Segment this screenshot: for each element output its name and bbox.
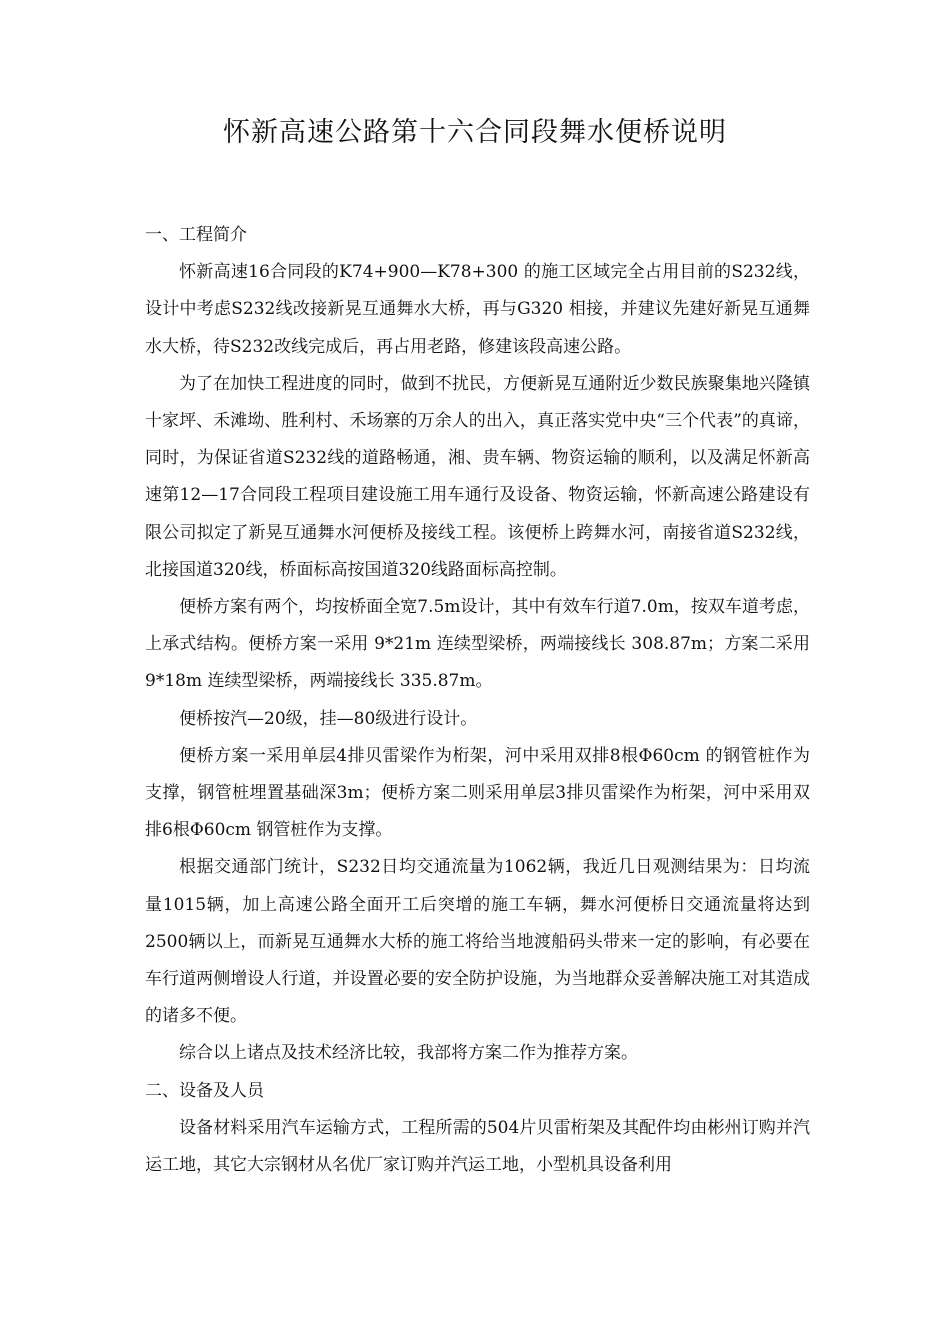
paragraph: 便桥方案有两个，均按桥面全宽7.5m设计，其中有效车行道7.0m，按双车道考虑，上承式结构。便桥方案一采用 9*21m 连续型梁桥，两端接线长 308.87m；方案二采用 9*18m 连续型梁桥，两端接线长 335.87m。	[145, 597, 810, 692]
paragraph: 设备材料采用汽车运输方式，工程所需的504片贝雷桁架及其配件均由彬州订购并汽运工地，其它大宗钢材从名优厂家订购并汽运工地，小型机具设备利用	[145, 1117, 810, 1176]
paragraph: 根据交通部门统计，S232日均交通流量为1062辆，我近几日观测结果为：日均流量1015辆，加上高速公路全面开工后突增的施工车辆，舞水河便桥日交通流量将达到2500辆以上，而新晃互通舞水大桥的施工将给当地渡船码头带来一定的影响，有必要在车行道两侧增设人行道，并设置必要的安全防护设施，为当地群众妥善解决施工对其造成的诸多不便。	[145, 857, 810, 1027]
paragraph: 怀新高速16合同段的K74+900—K78+300 的施工区域完全占用目前的S232线，设计中考虑S232线改接新晃互通舞水大桥，再与G320 相接，并建议先建好新晃互通舞水大桥，待S232改线完成后，再占用老路，修建该段高速公路。	[145, 262, 810, 357]
paragraph: 为了在加快工程进度的同时，做到不扰民，方便新晃互通附近少数民族聚集地兴隆镇十家坪、禾滩坳、胜利村、禾场寨的万余人的出入，真正落实党中央“三个代表”的真谛，同时，为保证省道S232线的道路畅通，湘、贵车辆、物资运输的顺利，以及满足怀新高速第12—17合同段工程项目建设施工用车通行及设备、物资运输，怀新高速公路建设有限公司拟定了新晃互通舞水河便桥及接线工程。该便桥上跨舞水河，南接省道S232线，北接国道320线，桥面标高按国道320线路面标高控制。	[145, 373, 810, 580]
section-heading: 一、工程简介	[145, 225, 247, 245]
document-title: 怀新高速公路第十六合同段舞水便桥说明	[223, 117, 727, 148]
paragraph: 便桥方案一采用单层4排贝雷梁作为桁架，河中采用双排8根Φ60cm 的钢管桩作为支撑，钢管桩埋置基础深3m；便桥方案二则采用单层3排贝雷梁作为桁架，河中采用双排6根Φ60cm 钢管桩作为支撑。	[145, 745, 810, 841]
paragraph: 便桥按汽—20级，挂—80级进行设计。	[179, 708, 478, 729]
document-body	[145, 217, 810, 1184]
section-heading: 二、设备及人员	[145, 1080, 264, 1101]
paragraph: 综合以上诸点及技术经济比较，我部将方案二作为推荐方案。	[179, 1043, 638, 1064]
